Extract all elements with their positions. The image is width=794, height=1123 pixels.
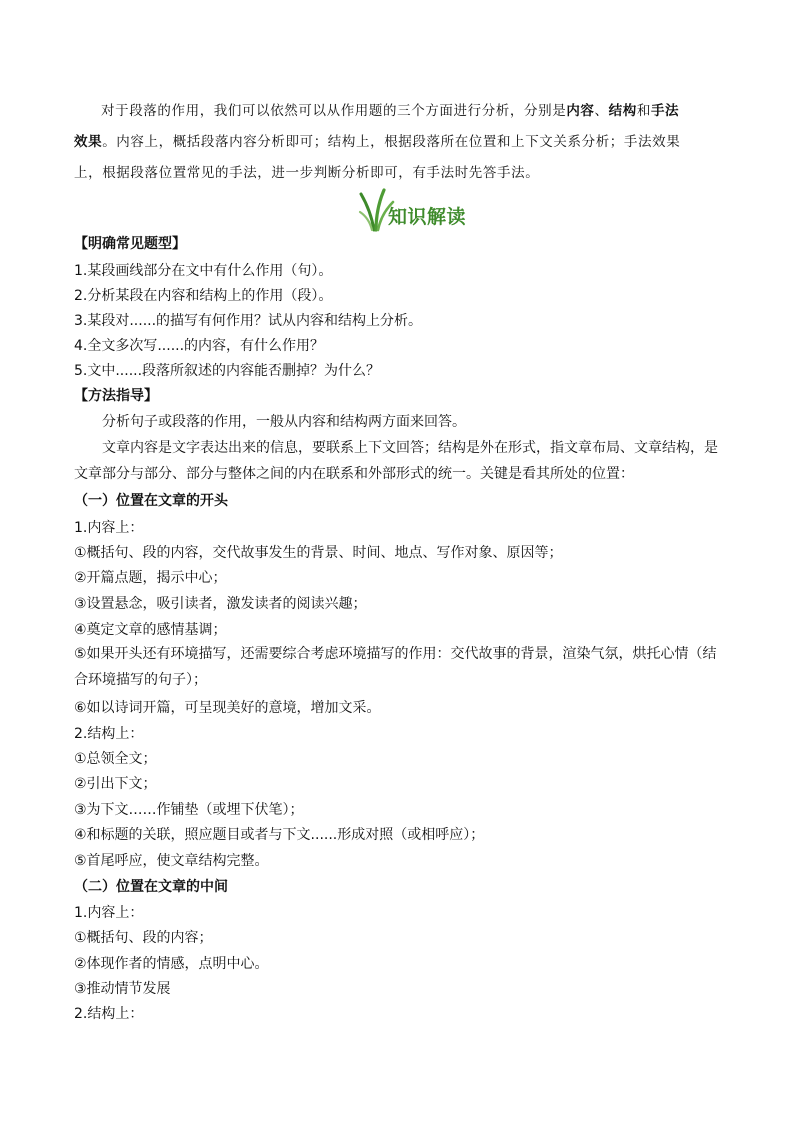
- intro-text: 上，根据段落位置常见的手法，进一步判断分析即可，有手法时先答手法。: [74, 165, 540, 181]
- part2-heading: （二）位置在文章的中间: [74, 879, 228, 895]
- section-banner: [358, 188, 478, 234]
- method-heading: 【方法指导】: [74, 388, 158, 404]
- intro-keyword-technique: 手法: [650, 103, 680, 119]
- part1-heading: （一）位置在文章的开头: [74, 493, 228, 509]
- part1-content-label: 1.内容上：: [74, 520, 144, 536]
- types-heading: 【明确常见题型】: [74, 236, 186, 252]
- part1-structure-label: 2.结构上：: [74, 726, 144, 742]
- intro-line-3: [74, 158, 724, 189]
- list-item: ④奠定文章的感情基调；: [74, 622, 227, 638]
- intro-text: 。内容上，概括段落内容分析即可；结构上，根据段落所在位置和上下文关系分析；手法效果: [102, 134, 681, 150]
- list-item: ②开篇点题，揭示中心；: [74, 570, 227, 586]
- intro-keyword-content: 内容: [566, 103, 595, 119]
- type-item: 1.某段画线部分在文中有什么作用（句）。: [74, 263, 333, 279]
- list-item: ②引出下文；: [74, 776, 157, 792]
- list-item: ④和标题的关联，照应题目或者与下文......形成对照（或相呼应）；: [74, 827, 485, 843]
- list-item: ①概括句、段的内容，交代故事发生的背景、时间、地点、写作对象、原因等；: [74, 545, 563, 561]
- list-item: ①总领全文；: [74, 751, 157, 767]
- intro-paragraph: [74, 96, 724, 189]
- method-paragraph-1: 分析句子或段落的作用，一般从内容和结构两方面来回答。: [102, 414, 466, 430]
- intro-text: 和: [636, 103, 651, 119]
- type-item: 4.全文多次写......的内容，有什么作用？: [74, 338, 325, 354]
- intro-line-1: [74, 96, 724, 127]
- type-item: 5.文中......段落所叙述的内容能否删掉？为什么？: [74, 363, 381, 379]
- banner-title: 知识解读: [388, 206, 467, 228]
- intro-text: 对于段落的作用，我们可以依然可以从作用题的三个方面进行分析，分别是: [101, 103, 567, 119]
- type-item: 3.某段对......的描写有何作用？试从内容和结构上分析。: [74, 313, 423, 329]
- list-item: ③推动情节发展: [74, 981, 171, 997]
- intro-line-2: [74, 127, 724, 158]
- list-item: ⑤如果开头还有环境描写，还需要综合考虑环境描写的作用：交代故事的背景，渲染气氛，烘托心情（结合环境描写的句子）；: [74, 646, 717, 688]
- list-item: ③设置悬念，吸引读者，激发读者的阅读兴趣；: [74, 596, 367, 612]
- part2-content-label: 1.内容上：: [74, 905, 144, 921]
- list-item: ⑥如以诗词开篇，可呈现美好的意境，增加文采。: [74, 700, 381, 716]
- list-item: ②体现作者的情感，点明中心。: [74, 956, 269, 972]
- intro-keyword-structure: 结构: [608, 103, 637, 119]
- intro-text: 、: [594, 103, 609, 119]
- method-paragraph-2: 文章内容是文字表达出来的信息，要联系上下文回答；结构是外在形式，指文章布局、文章结构，是文章部分与部分、部分与整体之间的内在联系和外部形式的统一。关键是看其所处的位置：: [74, 440, 718, 482]
- type-item: 2.分析某段在内容和结构上的作用（段）。: [74, 288, 333, 304]
- list-item: ⑤首尾呼应，使文章结构完整。: [74, 853, 269, 869]
- list-item: ①概括句、段的内容；: [74, 930, 213, 946]
- part2-structure-label: 2.结构上：: [74, 1006, 144, 1022]
- list-item: ③为下文……作铺垫（或埋下伏笔）；: [74, 802, 304, 818]
- intro-keyword-effect: 效果: [74, 134, 103, 150]
